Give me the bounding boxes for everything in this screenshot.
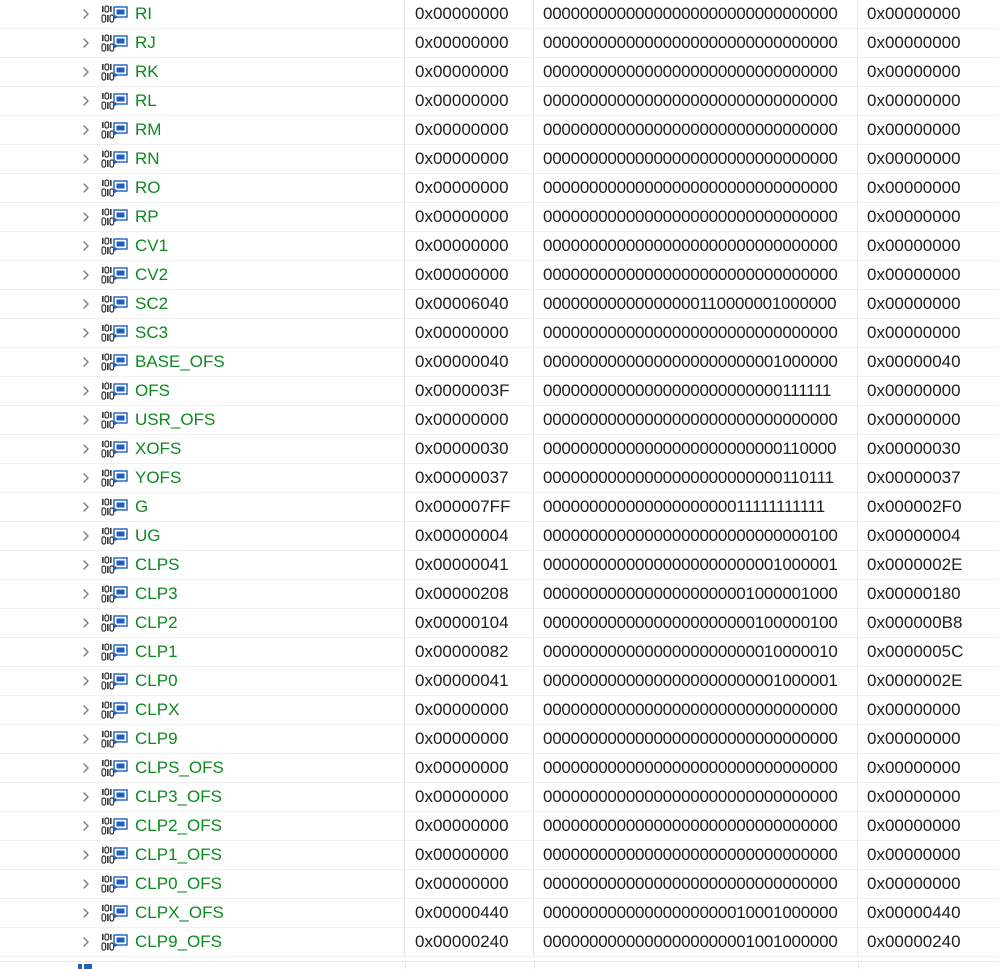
register-default-value: 0x00000000: [867, 33, 961, 52]
chevron-right-icon[interactable]: [80, 559, 92, 571]
register-binary-icon: [101, 875, 129, 894]
register-binary-icon: [101, 92, 129, 111]
register-hex-value: 0x00000037: [406, 464, 534, 493]
table-row[interactable]: [0, 812, 999, 841]
table-row[interactable]: [0, 609, 999, 638]
table-row[interactable]: [0, 145, 999, 174]
register-default-value: 0x00000000: [867, 758, 961, 777]
table-row[interactable]: [0, 928, 999, 957]
register-hex-value: 0x00000208: [406, 580, 534, 609]
register-binary-value: 00000000000000000000000000000000: [535, 232, 858, 261]
register-hex-value: 0x00000000: [406, 725, 534, 754]
register-name: RN: [135, 149, 160, 168]
register-binary-value: 00000000000000000000000000110000: [535, 435, 858, 464]
register-binary-value: 00000000000000000110000001000000: [535, 290, 858, 319]
register-binary-value: 00000000000000000000000001000001: [535, 667, 858, 696]
register-name: RI: [135, 4, 152, 23]
register-binary-value: 00000000000000000000000001000000: [535, 348, 858, 377]
chevron-right-icon[interactable]: [80, 501, 92, 513]
register-name: CV1: [135, 236, 169, 255]
register-default-value: 0x0000002E: [867, 555, 963, 574]
register-name: SC2: [135, 294, 169, 313]
register-default-value: 0x00000000: [867, 787, 961, 806]
register-hex-value: 0x00000000: [406, 261, 534, 290]
register-hex-value: 0x00000000: [406, 754, 534, 783]
register-name: RJ: [135, 33, 156, 52]
chevron-right-icon[interactable]: [80, 66, 92, 78]
chevron-right-icon[interactable]: [80, 849, 92, 861]
register-binary-value: 00000000000000000000001000001000: [535, 580, 858, 609]
table-row[interactable]: [0, 725, 999, 754]
register-default-value: 0x000000B8: [867, 613, 963, 632]
register-name-cell: [0, 754, 405, 783]
register-binary-icon: [101, 121, 129, 140]
table-row[interactable]: [0, 783, 999, 812]
register-group-icon: [72, 963, 96, 969]
register-binary-value: 00000000000000000000000000110111: [535, 464, 858, 493]
register-binary-value: 00000000000000000000000000000000: [535, 261, 858, 290]
table-row[interactable]: [0, 203, 999, 232]
register-binary-value: 00000000000000000000000000000000: [535, 841, 858, 870]
register-binary-icon: [101, 933, 129, 952]
register-binary-icon: [101, 730, 129, 749]
register-name: CLP1: [135, 642, 178, 661]
table-row[interactable]: [0, 754, 999, 783]
chevron-right-icon[interactable]: [80, 124, 92, 136]
register-name-cell: [0, 174, 405, 203]
register-binary-icon: [101, 353, 129, 372]
register-name: CLP0_OFS: [135, 874, 222, 893]
register-name: CLP3: [135, 584, 178, 603]
register-default-value: 0x00000240: [867, 932, 961, 951]
register-binary-value: 00000000000000000000010001000000: [535, 899, 858, 928]
register-name-cell: [0, 116, 405, 145]
table-row[interactable]: [0, 232, 999, 261]
register-hex-value: 0x00000000: [406, 812, 534, 841]
register-name: G: [135, 497, 149, 516]
register-hex-value: 0x00000000: [406, 783, 534, 812]
register-binary-icon: [101, 904, 129, 923]
register-name: BASE_OFS: [135, 352, 225, 371]
register-name: UG: [135, 526, 161, 545]
table-row[interactable]: [0, 348, 999, 377]
register-binary-icon: [101, 440, 129, 459]
register-name-cell: [0, 319, 405, 348]
register-name: CV2: [135, 265, 169, 284]
chevron-right-icon[interactable]: [80, 8, 92, 20]
register-binary-icon: [101, 585, 129, 604]
chevron-right-icon[interactable]: [80, 327, 92, 339]
chevron-right-icon[interactable]: [80, 211, 92, 223]
register-binary-value: 00000000000000000000000010000010: [535, 638, 858, 667]
register-default-value: 0x00000000: [867, 381, 961, 400]
register-default-value: 0x00000440: [867, 903, 961, 922]
chevron-right-icon[interactable]: [80, 385, 92, 397]
register-name: CLP2_OFS: [135, 816, 222, 835]
register-binary-icon: [101, 788, 129, 807]
register-binary-icon: [101, 469, 129, 488]
register-name-cell: [0, 0, 405, 29]
register-hex-value: 0x00000000: [406, 870, 534, 899]
register-name: CLP0: [135, 671, 178, 690]
register-name-cell: [0, 261, 405, 290]
register-name-cell: [0, 899, 405, 928]
register-name-cell: [0, 377, 405, 406]
register-binary-icon: [101, 614, 129, 633]
table-row[interactable]: [0, 580, 999, 609]
table-row[interactable]: [0, 261, 999, 290]
register-hex-value: 0x00000104: [406, 609, 534, 638]
register-name-cell: [0, 29, 405, 58]
register-name-cell: [0, 580, 405, 609]
register-default-value: 0x00000000: [867, 410, 961, 429]
register-binary-icon: [101, 295, 129, 314]
register-binary-value: 00000000000000000000000000000000: [535, 725, 858, 754]
table-row[interactable]: [0, 87, 999, 116]
register-name: SC3: [135, 323, 169, 342]
chevron-right-icon[interactable]: [80, 762, 92, 774]
register-binary-value: 00000000000000000000000000000000: [535, 87, 858, 116]
register-binary-value: 00000000000000000000000001000001: [535, 551, 858, 580]
register-binary-value: 00000000000000000000000000000000: [535, 174, 858, 203]
register-binary-icon: [101, 701, 129, 720]
chevron-right-icon[interactable]: [80, 443, 92, 455]
register-name: CLP1_OFS: [135, 845, 222, 864]
register-default-value: 0x0000005C: [867, 642, 964, 661]
register-binary-icon: [101, 672, 129, 691]
register-binary-icon: [101, 643, 129, 662]
register-binary-value: 00000000000000000000000000000000: [535, 870, 858, 899]
register-name: CLPX: [135, 700, 180, 719]
register-name: CLPS_OFS: [135, 758, 224, 777]
register-default-value: 0x00000000: [867, 4, 961, 23]
register-name: CLP3_OFS: [135, 787, 222, 806]
chevron-right-icon[interactable]: [80, 472, 92, 484]
register-name: CLP2: [135, 613, 178, 632]
register-default-value: 0x00000000: [867, 120, 961, 139]
register-hex-value: 0x00000041: [406, 667, 534, 696]
register-default-value: 0x00000004: [867, 526, 961, 545]
register-binary-icon: [101, 237, 129, 256]
register-hex-value: 0x00000000: [406, 116, 534, 145]
register-hex-value: 0x000007FF: [406, 493, 534, 522]
register-name-cell: [0, 841, 405, 870]
register-binary-value: 00000000000000000000011111111111: [535, 493, 858, 522]
table-row[interactable]: [0, 667, 999, 696]
register-default-value: 0x00000000: [867, 207, 961, 226]
register-binary-value: 00000000000000000000000000000000: [535, 0, 858, 29]
table-row[interactable]: [0, 899, 999, 928]
chevron-right-icon[interactable]: [80, 936, 92, 948]
register-hex-value: 0x00000440: [406, 899, 534, 928]
register-default-value: 0x00000000: [867, 236, 961, 255]
register-name-cell: [0, 406, 405, 435]
register-binary-icon: [101, 208, 129, 227]
chevron-right-icon[interactable]: [80, 182, 92, 194]
table-row[interactable]: [0, 493, 999, 522]
register-default-value: 0x00000000: [867, 874, 961, 893]
register-binary-value: 00000000000000000000001001000000: [535, 928, 858, 957]
register-name-cell: [0, 290, 405, 319]
table-row[interactable]: [0, 870, 999, 899]
register-default-value: 0x00000000: [867, 178, 961, 197]
register-binary-icon: [101, 34, 129, 53]
register-name: RP: [135, 207, 159, 226]
table-row[interactable]: [0, 638, 999, 667]
chevron-right-icon[interactable]: [80, 791, 92, 803]
register-name-cell: [0, 638, 405, 667]
chevron-right-icon[interactable]: [80, 414, 92, 426]
chevron-right-icon[interactable]: [80, 733, 92, 745]
register-name: OFS: [135, 381, 170, 400]
chevron-right-icon[interactable]: [80, 588, 92, 600]
register-default-value: 0x00000000: [867, 845, 961, 864]
register-name-cell: [0, 870, 405, 899]
register-name-cell: [0, 435, 405, 464]
table-row[interactable]: [0, 406, 999, 435]
register-binary-value: 00000000000000000000000000000000: [535, 58, 858, 87]
register-name-cell: [0, 551, 405, 580]
register-name: RK: [135, 62, 159, 81]
chevron-right-icon[interactable]: [80, 153, 92, 165]
chevron-right-icon[interactable]: [80, 617, 92, 629]
table-row[interactable]: [0, 696, 999, 725]
register-name: RL: [135, 91, 157, 110]
table-row[interactable]: [0, 0, 999, 29]
register-hex-value: 0x00000000: [406, 232, 534, 261]
register-binary-icon: [101, 382, 129, 401]
register-default-value: 0x00000180: [867, 584, 961, 603]
register-default-value: 0x0000002E: [867, 671, 963, 690]
register-binary-value: 00000000000000000000000000000000: [535, 319, 858, 348]
table-row[interactable]: [0, 174, 999, 203]
chevron-right-icon[interactable]: [80, 907, 92, 919]
register-binary-icon: [101, 63, 129, 82]
register-hex-value: 0x00000000: [406, 841, 534, 870]
register-binary-icon: [101, 150, 129, 169]
register-name-cell: [0, 493, 405, 522]
register-default-value: 0x00000000: [867, 700, 961, 719]
register-name-cell: [0, 928, 405, 957]
register-name-cell: [0, 87, 405, 116]
register-binary-icon: [101, 817, 129, 836]
register-name-cell: [0, 232, 405, 261]
register-name-cell: [0, 203, 405, 232]
register-binary-value: 00000000000000000000000000000000: [535, 203, 858, 232]
register-binary-icon: [101, 527, 129, 546]
register-default-value: 0x00000000: [867, 62, 961, 81]
table-row[interactable]: [0, 116, 999, 145]
register-name-cell: [0, 348, 405, 377]
register-hex-value: 0x00000041: [406, 551, 534, 580]
register-name: CLP9_OFS: [135, 932, 222, 951]
chevron-right-icon[interactable]: [80, 356, 92, 368]
register-hex-value: 0x00000082: [406, 638, 534, 667]
register-name-cell: [0, 58, 405, 87]
register-hex-value: 0x00000000: [406, 58, 534, 87]
register-name-cell: [0, 783, 405, 812]
register-name-cell: [0, 667, 405, 696]
table-row[interactable]: [0, 435, 999, 464]
register-hex-value: 0x00000000: [406, 145, 534, 174]
register-hex-value: 0x00000000: [406, 29, 534, 58]
register-binary-value: 00000000000000000000000000000000: [535, 754, 858, 783]
register-binary-value: 00000000000000000000000100000100: [535, 609, 858, 638]
register-binary-icon: [101, 179, 129, 198]
register-default-value: 0x00000000: [867, 294, 961, 313]
register-name-cell: [0, 812, 405, 841]
register-name: CLP9: [135, 729, 178, 748]
register-hex-value: 0x00006040: [406, 290, 534, 319]
register-default-value: 0x00000000: [867, 816, 961, 835]
register-default-value: 0x00000000: [867, 323, 961, 342]
chevron-right-icon[interactable]: [80, 878, 92, 890]
register-name-cell: [0, 464, 405, 493]
table-row[interactable]: [0, 290, 999, 319]
table-row[interactable]: [0, 464, 999, 493]
register-hex-value: 0x00000000: [406, 203, 534, 232]
register-default-value: 0x00000000: [867, 265, 961, 284]
register-name-cell: [0, 145, 405, 174]
register-name: YOFS: [135, 468, 182, 487]
register-binary-icon: [101, 846, 129, 865]
chevron-right-icon[interactable]: [80, 530, 92, 542]
register-hex-value: 0x00000000: [406, 406, 534, 435]
register-binary-value: 00000000000000000000000000000100: [535, 522, 858, 551]
register-binary-value: 00000000000000000000000000000000: [535, 696, 858, 725]
register-binary-value: 00000000000000000000000000000000: [535, 145, 858, 174]
register-binary-icon: [101, 556, 129, 575]
register-name-cell: [0, 696, 405, 725]
register-hex-value: 0x00000004: [406, 522, 534, 551]
register-name-cell: [0, 522, 405, 551]
register-binary-icon: [101, 324, 129, 343]
chevron-right-icon[interactable]: [80, 675, 92, 687]
chevron-right-icon[interactable]: [80, 240, 92, 252]
register-hex-value: 0x00000000: [406, 87, 534, 116]
register-binary-icon: [101, 266, 129, 285]
chevron-right-icon[interactable]: [80, 820, 92, 832]
register-hex-value: 0x00000000: [406, 0, 534, 29]
register-binary-value: 00000000000000000000000000000000: [535, 406, 858, 435]
register-name: XOFS: [135, 439, 182, 458]
register-default-value: 0x00000037: [867, 468, 961, 487]
register-binary-value: 00000000000000000000000000000000: [535, 116, 858, 145]
register-hex-value: 0x0000003F: [406, 377, 534, 406]
register-binary-value: 00000000000000000000000000000000: [535, 29, 858, 58]
register-hex-value: 0x00000040: [406, 348, 534, 377]
register-binary-icon: [101, 759, 129, 778]
register-name: CLPX_OFS: [135, 903, 224, 922]
table-row[interactable]: [0, 29, 999, 58]
table-row[interactable]: [0, 551, 999, 580]
chevron-right-icon[interactable]: [80, 37, 92, 49]
chevron-right-icon[interactable]: [80, 646, 92, 658]
table-row[interactable]: [0, 841, 999, 870]
register-default-value: 0x00000000: [867, 729, 961, 748]
register-binary-value: 00000000000000000000000000111111: [535, 377, 858, 406]
register-name: RM: [135, 120, 162, 139]
register-default-value: 0x00000000: [867, 149, 961, 168]
chevron-right-icon[interactable]: [80, 269, 92, 281]
table-row[interactable]: [0, 522, 999, 551]
register-binary-icon: [101, 5, 129, 24]
chevron-right-icon[interactable]: [80, 704, 92, 716]
register-hex-value: 0x00000000: [406, 696, 534, 725]
register-binary-value: 00000000000000000000000000000000: [535, 812, 858, 841]
register-hex-value: 0x00000030: [406, 435, 534, 464]
register-default-value: 0x00000030: [867, 439, 961, 458]
register-binary-icon: [101, 498, 129, 517]
table-row[interactable]: [0, 319, 999, 348]
register-name: USR_OFS: [135, 410, 216, 429]
register-name: RO: [135, 178, 161, 197]
chevron-right-icon[interactable]: [80, 95, 92, 107]
register-hex-value: 0x00000000: [406, 174, 534, 203]
register-default-value: 0x00000040: [867, 352, 961, 371]
register-hex-value: 0x00000000: [406, 319, 534, 348]
register-binary-value: 00000000000000000000000000000000: [535, 783, 858, 812]
chevron-right-icon[interactable]: [80, 298, 92, 310]
register-name: CLPS: [135, 555, 180, 574]
register-hex-value: 0x00000240: [406, 928, 534, 957]
register-binary-icon: [101, 411, 129, 430]
register-default-value: 0x000002F0: [867, 497, 962, 516]
register-name-cell: [0, 609, 405, 638]
register-default-value: 0x00000000: [867, 91, 961, 110]
table-row[interactable]: [0, 377, 999, 406]
table-row[interactable]: [0, 58, 999, 87]
register-name-cell: [0, 725, 405, 754]
